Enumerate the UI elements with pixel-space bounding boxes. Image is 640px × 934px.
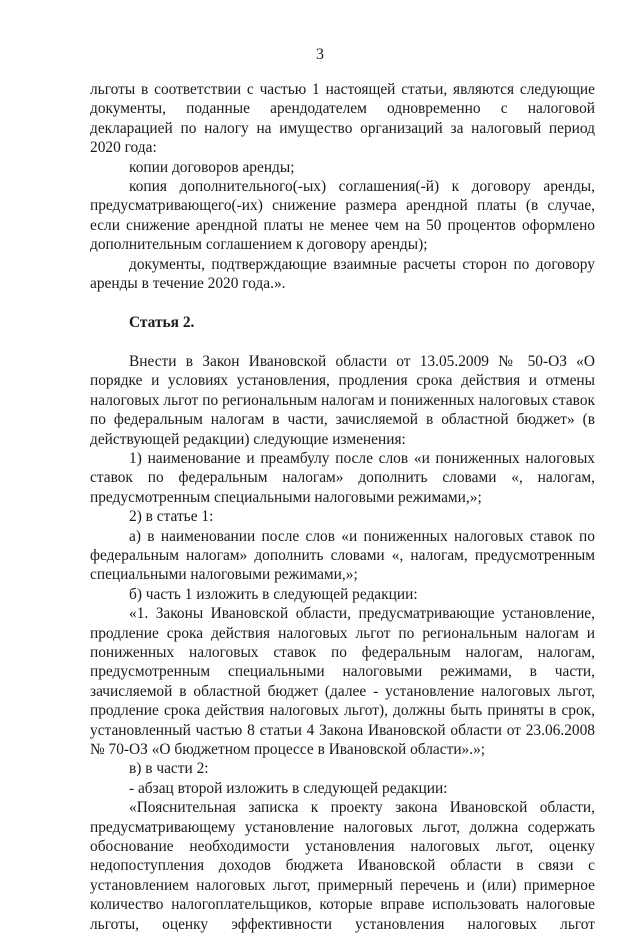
paragraph: 2) в статье 1: (129, 508, 214, 526)
paragraph: «1. Законы Ивановской области, предусматривающие установление, продление срока действия налоговых льгот по региональным налогам и пониженных налоговых ставок по федеральным налогам, налогам, предусмотренным специальными налоговыми режимами, в части, зачисляемой в областной бюджет (далее - установление налоговых льгот, продление срока действия налоговых льгот), должны быть приняты в срок, установленный частью 8 статьи 4 Закона Ивановской области от 23.06.2008 № 70-ОЗ «О бюджетном процессе в Ивановской области».»; (90, 605, 595, 758)
paragraph: «Пояснительная записка к проекту закона Ивановской области, предусматривающему установление налоговых льгот, должна содержать обоснование необходимости установления налоговых льгот, оценку недопоступления доходов бюджета Ивановской области в связи с установлением налоговых льгот, примерный перечень и (или) примерное количество налогоплательщиков, которые вправе использовать налоговые льготы, оценку эффективности установления налоговых льгот (90, 799, 595, 933)
paragraph-list-item: документы, подтверждающие взаимные расчеты сторон по договору аренды в течение 2020 года.». (90, 255, 595, 293)
page-number: 3 (316, 46, 324, 63)
article-heading: Статья 2. (129, 313, 195, 331)
paragraph: б) часть 1 изложить в следующей редакции: (129, 585, 418, 603)
paragraph-list-item: копия дополнительного(-ых) соглашения(-й) к договору аренды, предусматривающего(-их) снижение размера арендной платы (в случае, если снижение арендной платы не менее чем на 50 процентов оформлено дополнительным соглашением к договору аренды); (90, 178, 595, 254)
paragraph-continuation: льготы в соответствии с частью 1 настоящей статьи, являются следующие документы, поданные арендодателем одновременно с налоговой декларацией по налогу на имущество организаций за налоговый период 2020 года: (90, 81, 595, 157)
paragraph: а) в наименовании после слов «и пониженных налоговых ставок по федеральным налогам» дополнить словами «, налогам, предусмотренным специальными налоговыми режимами,»; (90, 527, 595, 584)
paragraph-list-item: копии договоров аренды; (129, 158, 295, 176)
paragraph: Внести в Закон Ивановской области от 13.05.2009 № 50-ОЗ «О порядке и условиях установления, продления срока действия и отмены налоговых льгот по региональным налогам и пониженных налоговых ставок по федеральным налогам в части, зачисляемой в областной бюджет» (в действующей редакции) следующие изменения: (90, 352, 595, 448)
paragraph: - абзац второй изложить в следующей редакции: (129, 779, 448, 797)
paragraph: 1) наименование и преамбулу после слов «и пониженных налоговых ставок по федеральным налогам» дополнить словами «, налогам, предусмотренным специальными налоговыми режимами,»; (90, 449, 595, 506)
document-body (90, 80, 595, 934)
paragraph: в) в части 2: (129, 760, 209, 778)
